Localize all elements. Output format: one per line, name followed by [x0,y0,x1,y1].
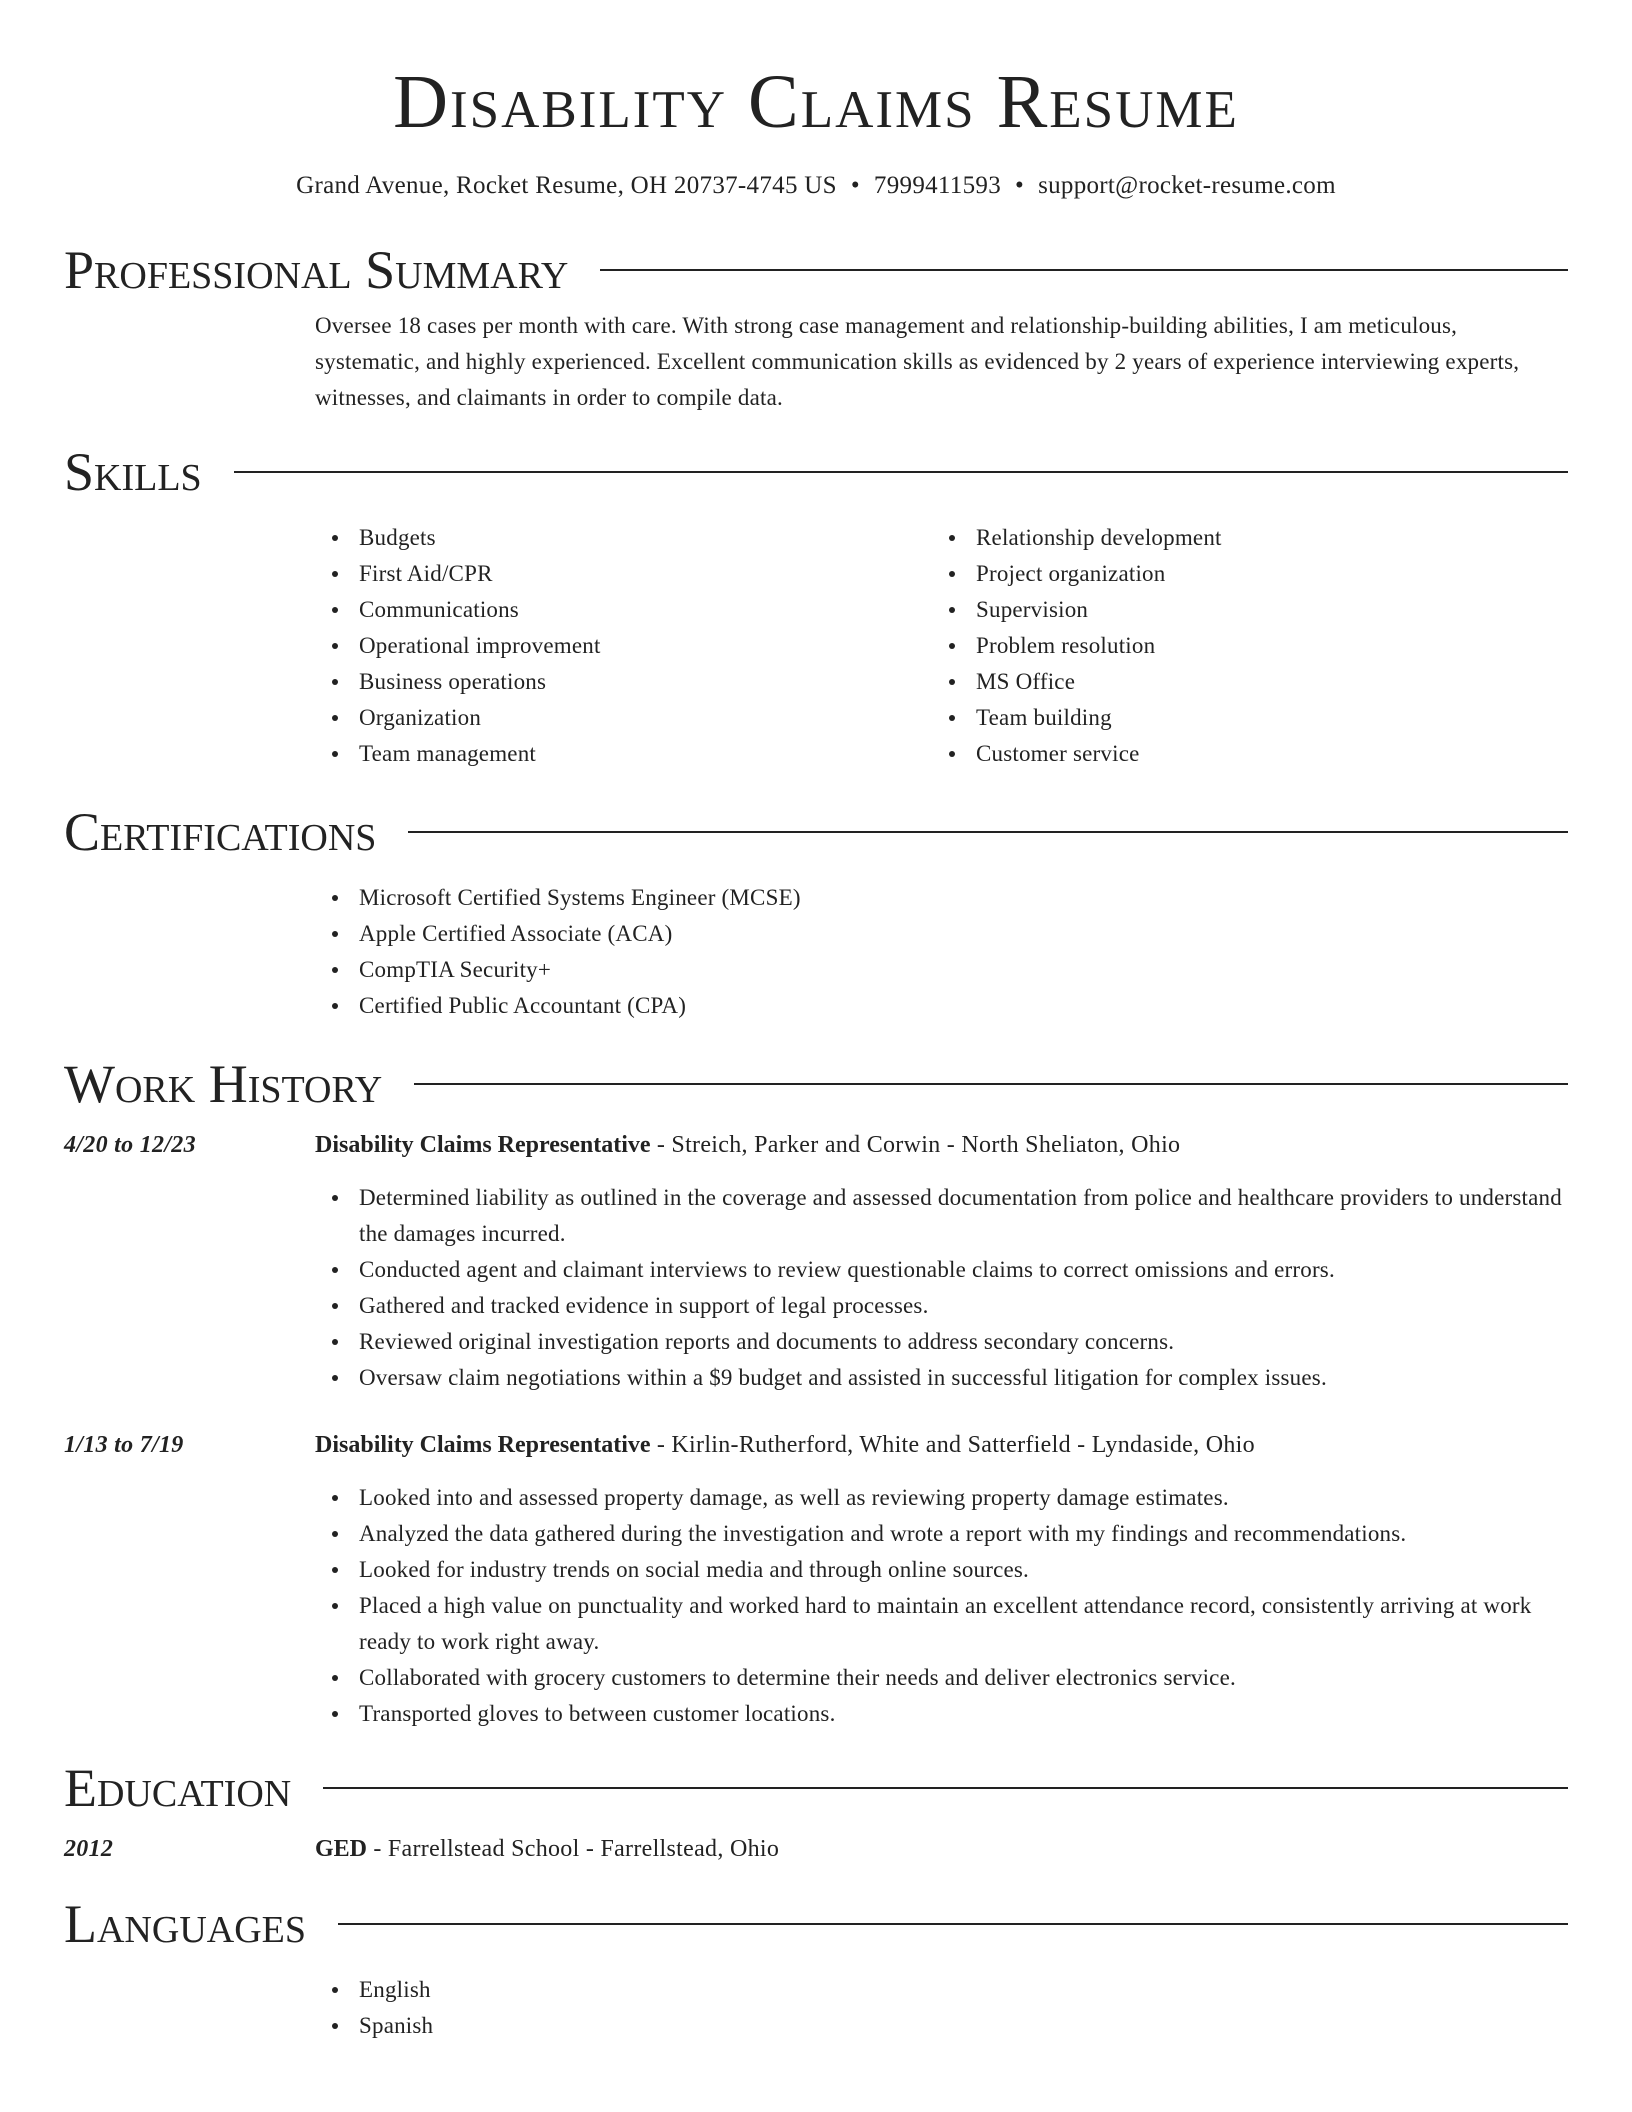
languages-section-header [64,1894,1568,1954]
job-employer: - Kirlin-Rutherford, White and Satterfield - Lyndaside, Ohio [650,1432,1255,1458]
skills-column-right [932,520,1549,772]
job-duty: Conducted agent and claimant interviews to review questionable claims to correct omissions and errors. [315,1252,1568,1288]
job-duty: Analyzed the data gathered during the investigation and wrote a report with my findings and recommendations. [315,1516,1568,1552]
job-header [64,1428,1568,1462]
job-dates: 4/20 to 12/23 [64,1132,196,1158]
skill-item: Supervision [932,592,1549,628]
resume-page [64,0,1568,2044]
certifications-list [315,880,1568,1024]
work-heading: Work History [64,1054,383,1114]
job-duties [315,1480,1568,1732]
education-school: - Farrellstead School - Farrellstead, Ohio [367,1836,780,1862]
job-duty: Looked for industry trends on social media and through online sources. [315,1552,1568,1588]
job-entry [64,1128,1568,1396]
contact-email: support@rocket-resume.com [1038,172,1336,199]
section-divider [234,471,1568,473]
contact-separator: • [850,172,860,199]
section-divider [408,831,1568,833]
language-item: English [315,1972,1568,2008]
languages-section [315,1972,1568,2044]
contact-separator: • [1015,172,1025,199]
section-divider [600,269,1568,271]
job-dates: 1/13 to 7/19 [64,1432,184,1458]
skills-list [315,520,1568,772]
job-duty: Oversaw claim negotiations within a $9 budget and assisted in successful litigation for complex issues. [315,1360,1568,1396]
job-duty: Transported gloves to between customer locations. [315,1696,1568,1732]
job-entry [64,1428,1568,1732]
certification-item: Certified Public Accountant (CPA) [315,988,1568,1024]
section-divider [338,1923,1568,1925]
skill-item: Relationship development [932,520,1549,556]
section-divider [323,1787,1568,1789]
job-duty: Looked into and assessed property damage, as well as reviewing property damage estimates. [315,1480,1568,1516]
resume-title: Disability Claims Resume [393,60,1239,144]
education-heading: Education [64,1758,292,1818]
certification-item: Apple Certified Associate (ACA) [315,916,1568,952]
job-title: Disability Claims Representative [315,1132,651,1158]
certification-item: Microsoft Certified Systems Engineer (MCSE) [315,880,1568,916]
skill-item: Team management [315,736,932,772]
skill-item: Budgets [315,520,932,556]
job-duty: Gathered and tracked evidence in support of legal processes. [315,1288,1568,1324]
summary-text: Oversee 18 cases per month with care. With strong case management and relationship-building abilities, I am meticulous, systematic, and highly experienced. Excellent communication skills as evidenced by 2 years of experience interviewing experts, witnesses, and claimants in order to compile data. [315,313,1520,410]
languages-list [315,1972,1568,2044]
summary-section-header [64,240,1568,300]
job-duty: Reviewed original investigation reports and documents to address secondary concerns. [315,1324,1568,1360]
education-year: 2012 [64,1836,114,1862]
certifications-section [315,880,1568,1024]
skill-item: Team building [932,700,1549,736]
certification-item: CompTIA Security+ [315,952,1568,988]
skills-heading: Skills [64,442,202,502]
summary-section [315,308,1568,416]
education-entry [64,1832,1568,1866]
certifications-section-header [64,802,1568,862]
skill-item: Project organization [932,556,1549,592]
skill-item: Business operations [315,664,932,700]
section-divider [414,1083,1568,1085]
education-line [315,1832,779,1866]
job-duty: Placed a high value on punctuality and worked hard to maintain an excellent attendance record, consistently arriving at work ready to work right away. [315,1588,1568,1660]
job-employer: - Streich, Parker and Corwin - North Sheliaton, Ohio [650,1132,1181,1158]
languages-heading: Languages [64,1894,306,1954]
skill-item: Problem resolution [932,628,1549,664]
contact-line [64,170,1568,202]
skill-item: Communications [315,592,932,628]
skills-column-left [315,520,932,772]
job-duty: Determined liability as outlined in the coverage and assessed documentation from police and healthcare providers to understand the damages incurred. [315,1180,1568,1252]
skills-section-header [64,442,1568,502]
job-title: Disability Claims Representative [315,1432,651,1458]
job-heading-line [315,1128,1180,1162]
skill-item: MS Office [932,664,1549,700]
certifications-heading: Certifications [64,802,377,862]
job-heading-line [315,1428,1255,1462]
education-degree: GED [315,1836,368,1862]
job-duties [315,1180,1568,1396]
skill-item: Operational improvement [315,628,932,664]
language-item: Spanish [315,2008,1568,2044]
skill-item: First Aid/CPR [315,556,932,592]
skill-item: Organization [315,700,932,736]
skill-item: Customer service [932,736,1549,772]
contact-phone: 7999411593 [873,172,1001,199]
contact-address: Grand Avenue, Rocket Resume, OH 20737-4745 US [296,172,837,199]
summary-heading: Professional Summary [64,240,569,300]
job-duty: Collaborated with grocery customers to determine their needs and deliver electronics service. [315,1660,1568,1696]
work-section-header [64,1054,1568,1114]
job-header [64,1128,1568,1162]
education-section-header [64,1758,1568,1818]
